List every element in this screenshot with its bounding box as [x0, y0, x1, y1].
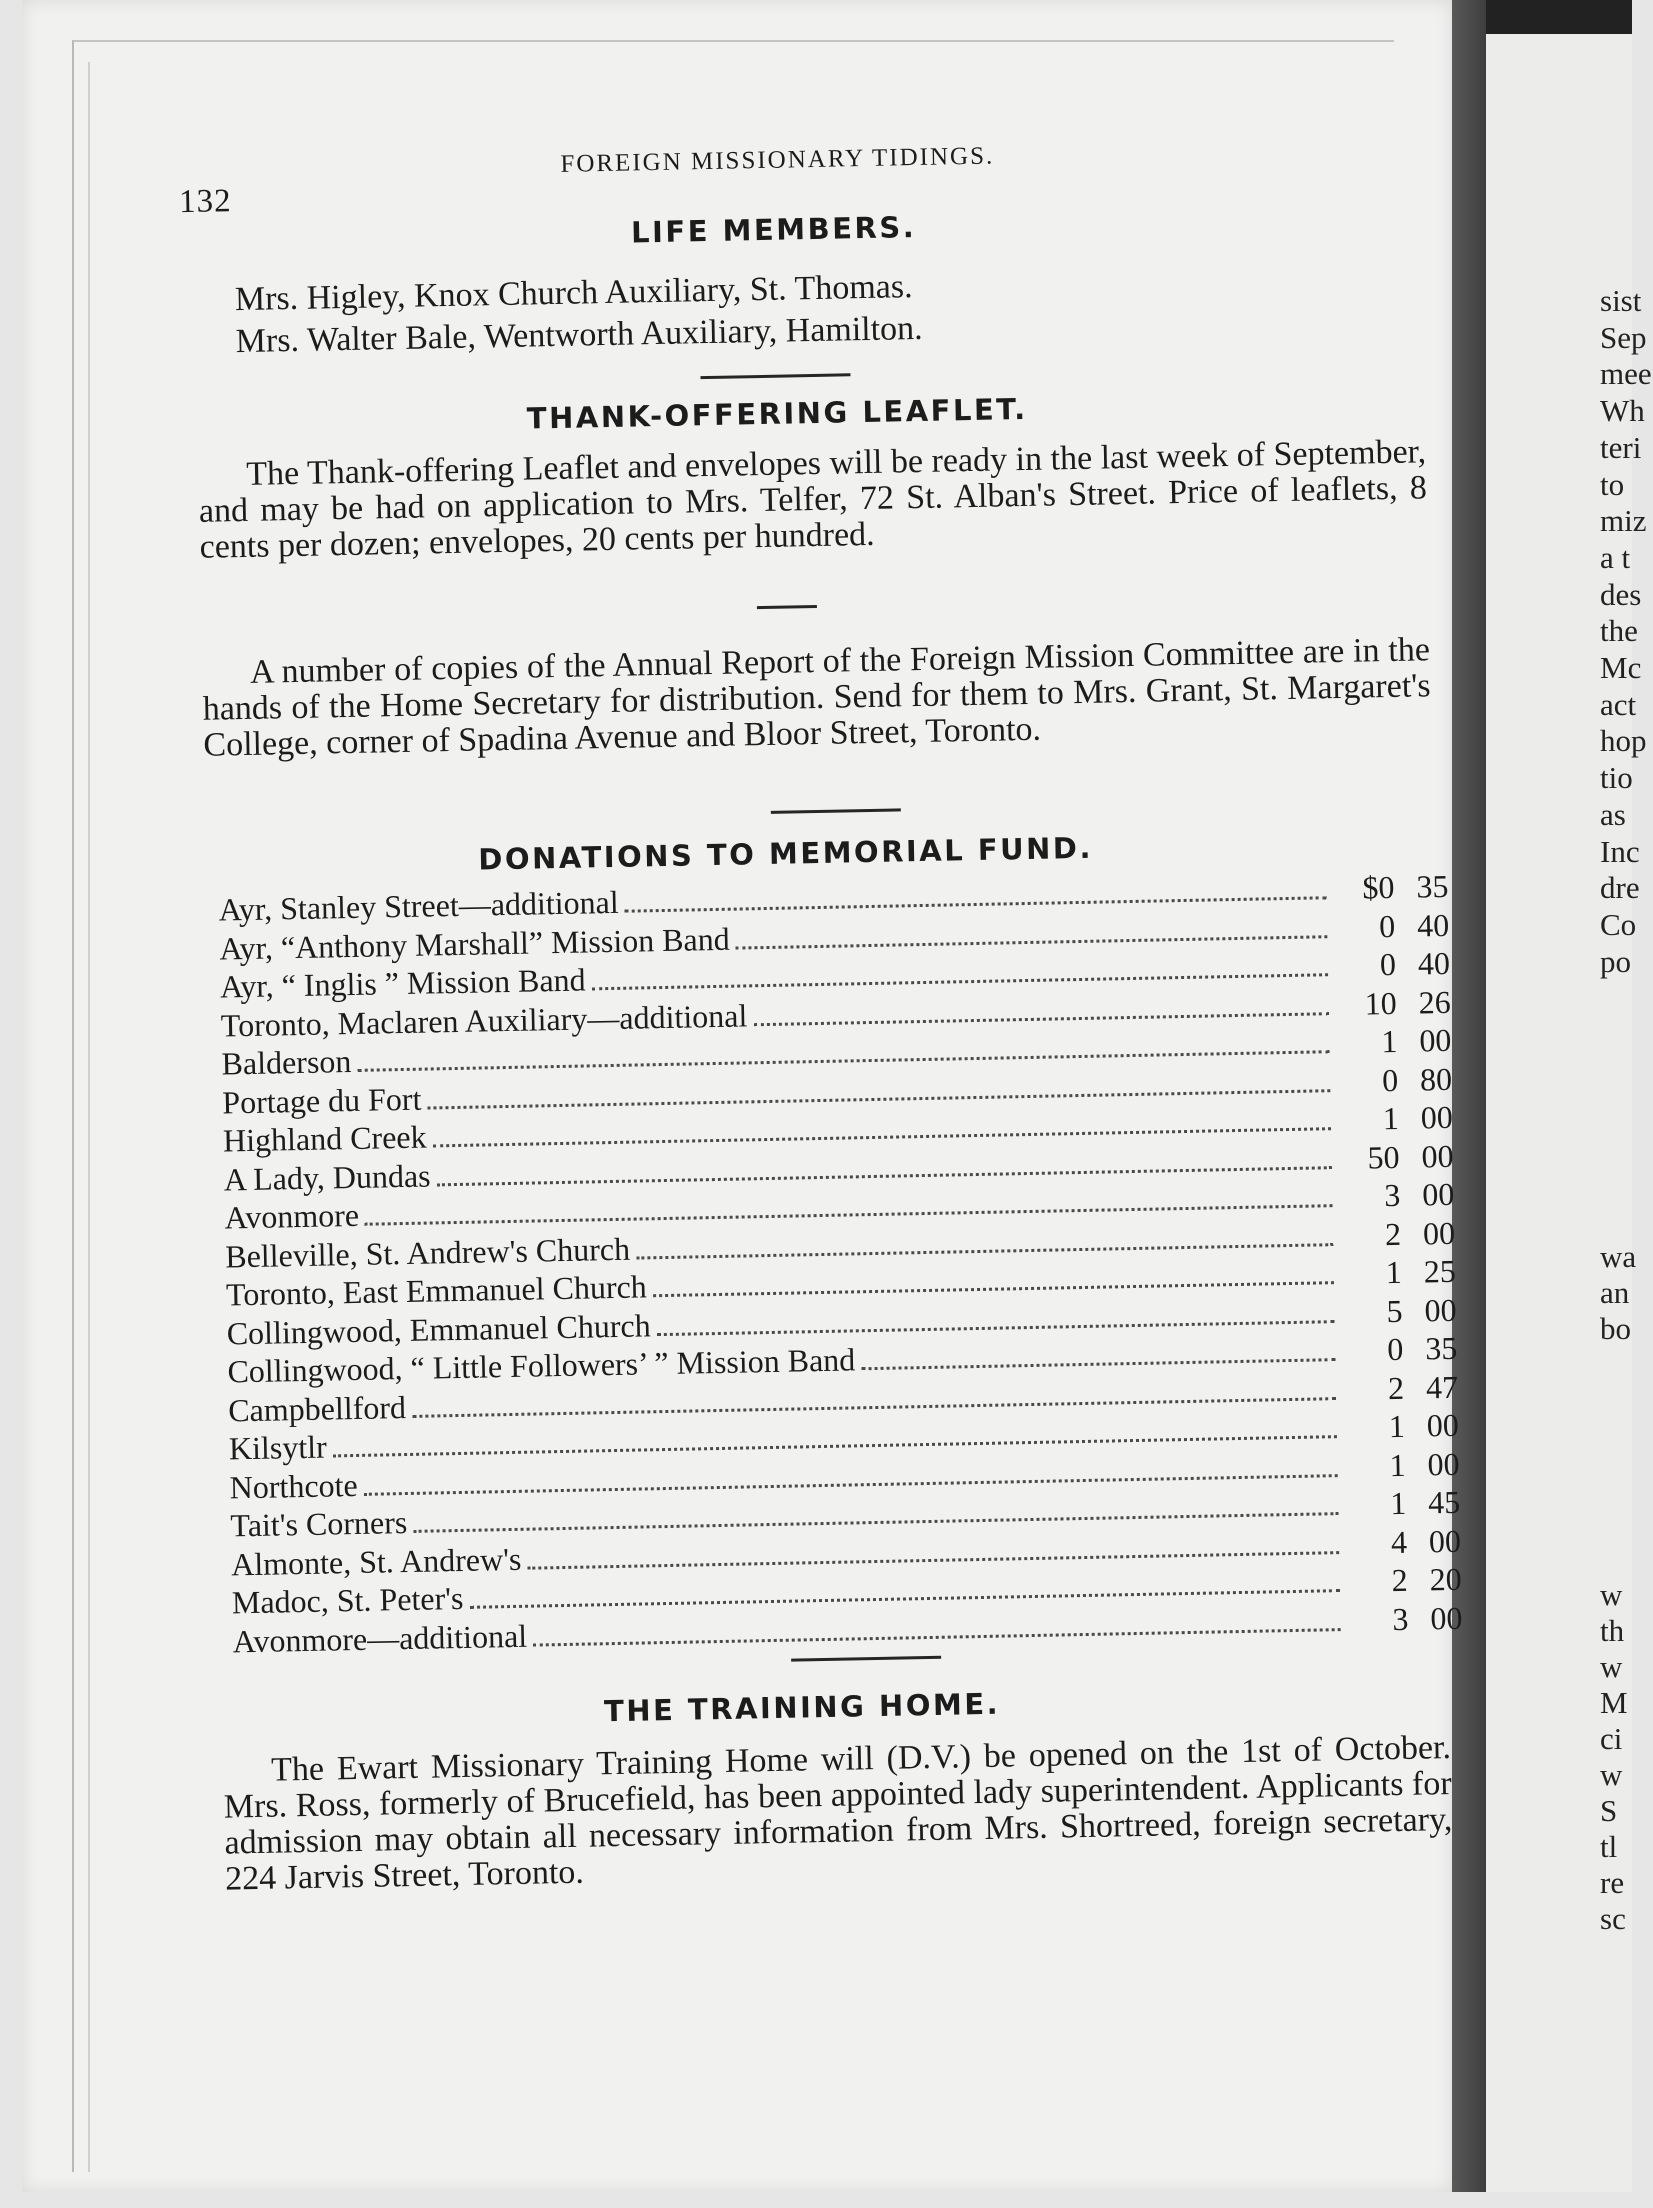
amount-cents: 26 [1418, 983, 1451, 1020]
donor-name: Ayr, “ Inglis ” Mission Band [219, 961, 586, 1005]
amount-cents: 35 [1424, 1329, 1458, 1367]
facing-page-fragment: teri [1600, 429, 1642, 465]
amount-cents: 25 [1423, 1252, 1457, 1290]
donor-name: Avonmore [224, 1196, 360, 1236]
facing-page-fragment: miz [1600, 503, 1647, 539]
amount-dollars: 1 [1388, 1407, 1406, 1445]
amount-cents: 00 [1422, 1214, 1456, 1251]
facing-page-fragment: S [1600, 1793, 1618, 1828]
amount-dollars: 0 [1386, 1330, 1404, 1368]
amount-cents: 00 [1428, 1522, 1462, 1559]
section-rule [757, 605, 817, 609]
facing-page-fragment: mee [1600, 356, 1652, 392]
facing-page-fragment: act [1600, 686, 1637, 722]
facing-page-fragment: the [1600, 613, 1638, 649]
donation-amount [1327, 906, 1450, 945]
donor-name: Tait's Corners [230, 1504, 408, 1544]
facing-page-fragment: wa [1600, 1239, 1637, 1274]
donation-amount [1328, 983, 1451, 1022]
donor-name: Toronto, Maclaren Auxiliary—additional [220, 996, 748, 1043]
donor-name: Ayr, “Anthony Marshall” Mission Band [219, 920, 730, 967]
facing-page-fragment: hop [1600, 723, 1647, 759]
amount-dollars: 1 [1382, 1099, 1400, 1137]
donor-name: Highland Creek [222, 1118, 427, 1159]
amount-dollars: 2 [1384, 1215, 1402, 1252]
facing-page-fragment: M [1600, 1685, 1628, 1720]
facing-page-fragment: Co [1600, 906, 1637, 942]
donation-amount [1331, 1137, 1454, 1176]
amount-dollars: 50 [1367, 1138, 1400, 1175]
amount-cents: 00 [1427, 1445, 1460, 1482]
page-number: 132 [178, 183, 232, 221]
donor-name: Madoc, St. Peter's [231, 1579, 464, 1621]
amount-dollars: 5 [1386, 1292, 1403, 1329]
facing-page-fragment: dre [1600, 870, 1640, 906]
donation-amount [1329, 1022, 1452, 1061]
dot-leader [533, 1628, 1340, 1647]
donor-name: Kilsytlr [228, 1428, 328, 1467]
amount-dollars: 1 [1389, 1484, 1407, 1522]
donation-amount [1337, 1445, 1460, 1484]
facing-page-fragment: an [1600, 1275, 1630, 1310]
facing-page-fragment: tio [1600, 760, 1633, 796]
dot-leader [736, 935, 1328, 949]
amount-cents: 00 [1430, 1599, 1463, 1636]
facing-page-fragment: th [1600, 1613, 1625, 1648]
donation-amount [1332, 1176, 1455, 1215]
donation-amount [1333, 1253, 1456, 1292]
facing-page-fragment: des [1600, 576, 1642, 612]
donation-amount [1328, 945, 1451, 984]
life-member-line: Mrs. Higley, Knox Church Auxiliary, St. Thomas. [234, 268, 913, 319]
facing-page-fragment: Inc [1600, 833, 1640, 869]
facing-page-fragment: Mc [1600, 650, 1642, 685]
amount-dollars: 4 [1390, 1523, 1408, 1560]
facing-page-fragment: bo [1600, 1311, 1631, 1346]
donor-name: Portage du Fort [221, 1080, 422, 1120]
facing-page-fragment: sist [1600, 283, 1642, 318]
training-home-paragraph: The Ewart Missionary Training Home will (D.V.) be opened on the 1st of October. Mrs. Ross, formerly of Brucefield, has been appointed lady superintendent. Applicants for admission may obtain all necessary information from Mrs. Shortreed, foreign secretary, 224 Jarvis Street, Toronto. [223, 1729, 1453, 1898]
amount-dollars: 0 [1381, 1061, 1399, 1098]
donation-amount [1339, 1561, 1462, 1600]
donor-name: Collingwood, Emmanuel Church [226, 1306, 651, 1351]
amount-dollars: 3 [1383, 1176, 1401, 1214]
amount-dollars: 0 [1379, 945, 1397, 983]
amount-dollars: 0 [1378, 907, 1396, 944]
annual-report-paragraph: A number of copies of the Annual Report of the Foreign Mission Committee are in the hands of the Home Secretary for distribution. Send for them to Mrs. Grant, St. Margaret's College, corner of Spadina Avenue and Bloor Street, Toronto. [202, 631, 1431, 764]
life-members-heading: LIFE MEMBERS. [630, 209, 917, 250]
donor-name: Toronto, East Emmanuel Church [225, 1268, 648, 1313]
dot-leader [861, 1358, 1335, 1370]
amount-cents: 35 [1416, 867, 1449, 905]
donor-name: Campbellford [227, 1388, 407, 1428]
amount-dollars: 2 [1387, 1369, 1405, 1406]
section-rule [771, 808, 901, 813]
facing-page-fragment: Sep [1600, 319, 1647, 355]
amount-cents: 20 [1429, 1560, 1463, 1598]
donor-name: Almonte, St. Andrew's [230, 1540, 522, 1582]
donor-name: Collingwood, “ Little Followers’ ” Mission Band [227, 1341, 856, 1390]
donation-amount [1336, 1368, 1459, 1407]
amount-dollars: 1 [1389, 1446, 1406, 1483]
amount-dollars: $0 [1362, 868, 1395, 906]
facing-page-fragment: to [1600, 466, 1625, 502]
amount-cents: 45 [1427, 1483, 1461, 1521]
donation-amount [1326, 868, 1449, 907]
donor-name: A Lady, Dundas [223, 1156, 431, 1197]
facing-page-fragment: w [1600, 1577, 1623, 1612]
amount-cents: 80 [1419, 1060, 1453, 1097]
facing-page-fragment: tl [1600, 1829, 1618, 1864]
donation-amount [1334, 1291, 1457, 1330]
donor-name: Balderson [221, 1042, 352, 1082]
facing-page-fragment: a t [1600, 539, 1631, 575]
donor-name: Ayr, Stanley Street—additional [218, 883, 620, 928]
donor-name: Avonmore—additional [232, 1617, 528, 1659]
donation-amount [1330, 1060, 1453, 1099]
amount-dollars: 1 [1385, 1253, 1403, 1291]
amount-cents: 47 [1425, 1368, 1459, 1405]
amount-cents: 00 [1421, 1175, 1455, 1213]
thank-offering-heading: THANK-OFFERING LEAFLET. [526, 391, 1028, 436]
life-member-line: Mrs. Walter Bale, Wentworth Auxiliary, Hamilton. [235, 309, 923, 361]
facing-page-fragment: re [1600, 1865, 1625, 1900]
amount-dollars: 10 [1364, 984, 1397, 1022]
amount-cents: 00 [1424, 1291, 1457, 1328]
amount-cents: 00 [1420, 1098, 1454, 1136]
amount-cents: 00 [1419, 1021, 1452, 1059]
amount-cents: 40 [1416, 906, 1450, 944]
facing-page-fragment: po [1600, 943, 1631, 979]
amount-cents: 00 [1426, 1406, 1460, 1444]
donations-heading: DONATIONS TO MEMORIAL FUND. [478, 830, 1094, 877]
amount-dollars: 2 [1391, 1561, 1409, 1599]
donation-amount [1339, 1522, 1462, 1561]
running-head: FOREIGN MISSIONARY TIDINGS. [560, 142, 995, 178]
facing-page-fragment: w [1600, 1649, 1623, 1684]
donor-name: Northcote [229, 1466, 358, 1505]
donations-list [218, 868, 1463, 1661]
donor-name: Belleville, St. Andrew's Church [224, 1230, 631, 1274]
facing-page-fragment: sc [1600, 1901, 1626, 1936]
amount-cents: 40 [1417, 944, 1451, 982]
donation-amount [1340, 1599, 1463, 1638]
donation-amount [1331, 1099, 1454, 1138]
facing-page-fragment: as [1600, 796, 1626, 832]
dot-leader [753, 1012, 1328, 1026]
amount-dollars: 3 [1392, 1600, 1409, 1637]
section-rule [700, 373, 850, 379]
donation-amount [1336, 1407, 1459, 1446]
facing-page-fragment: w [1600, 1757, 1623, 1792]
thank-offering-paragraph: The Thank-offering Leaflet and envelopes will be ready in the last week of September, and may be had on application to Mrs. Telfer, 72 St. Alban's Street. Price of leaflets, 8 cents per dozen; envelopes, 20 cents per hundred. [198, 433, 1428, 566]
section-rule [791, 1656, 941, 1662]
facing-page-fragment: ci [1600, 1721, 1623, 1756]
donation-amount [1338, 1484, 1461, 1523]
facing-page-fragment: Wh [1600, 393, 1645, 429]
training-home-heading: THE TRAINING HOME. [603, 1686, 1001, 1729]
donation-amount [1333, 1214, 1456, 1253]
amount-cents: 00 [1421, 1137, 1454, 1174]
amount-dollars: 1 [1381, 1022, 1398, 1060]
donation-amount [1335, 1330, 1458, 1369]
